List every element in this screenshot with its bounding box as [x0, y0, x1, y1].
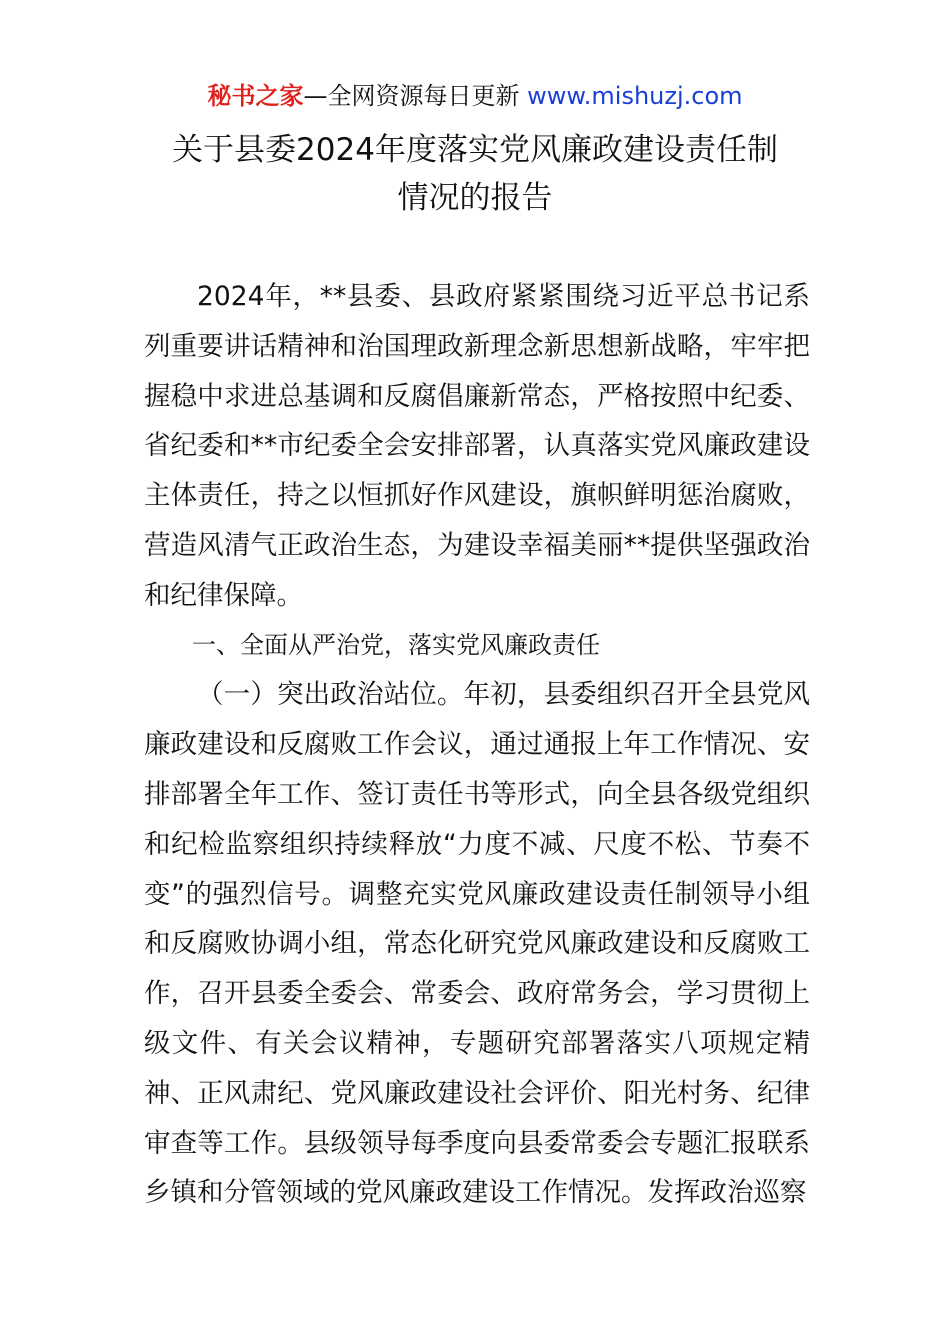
section-heading-1: 一、全面从严治党，落实党风廉政责任	[192, 630, 600, 659]
document-body	[144, 272, 810, 1218]
paragraph-intro: 2024年，**县委、县政府紧紧围绕习近平总书记系列重要讲话精神和治国理政新理念新思想新战略，牢牢把握稳中求进总基调和反腐倡廉新常态，严格按照中纪委、省纪委和**市纪委全会安排部署，认真落实党风廉政建设主体责任，持之以恒抓好作风建设，旗帜鲜明惩治腐败，营造风清气正政治生态，为建设幸福美丽**提供坚强政治和纪律保障。	[144, 281, 810, 611]
header-tagline: —全网资源每日更新	[303, 82, 520, 110]
title-line-2: 情况的报告	[397, 180, 553, 216]
paragraph-political-stance: （一）突出政治站位。年初，县委组织召开全县党风廉政建设和反腐败工作会议，通过通报上年工作情况、安排部署全年工作、签订责任书等形式，向全县各级党组织和纪检监察组织持续释放“力度不减、尺度不松、节奏不变”的强烈信号。调整充实党风廉政建设责任制领导小组和反腐败协调小组，常态化研究党风廉政建设和反腐败工作，召开县委全委会、常委会、政府常务会，学习贯彻上级文件、有关会议精神，专题研究部署落实八项规定精神、正风肃纪、党风廉政建设社会评价、阳光村务、纪律审查等工作。县级领导每季度向县委常委会专题汇报联系乡镇和分管领域的党风廉政建设工作情况。发挥政治巡察	[144, 679, 810, 1209]
site-watermark-header	[0, 78, 950, 114]
title-line-1: 关于县委2024年度落实党风廉政建设责任制	[172, 132, 778, 168]
site-url-link[interactable]: www.mishuzj.com	[527, 82, 743, 110]
document-title	[0, 126, 950, 222]
brand-name: 秘书之家	[207, 82, 304, 110]
